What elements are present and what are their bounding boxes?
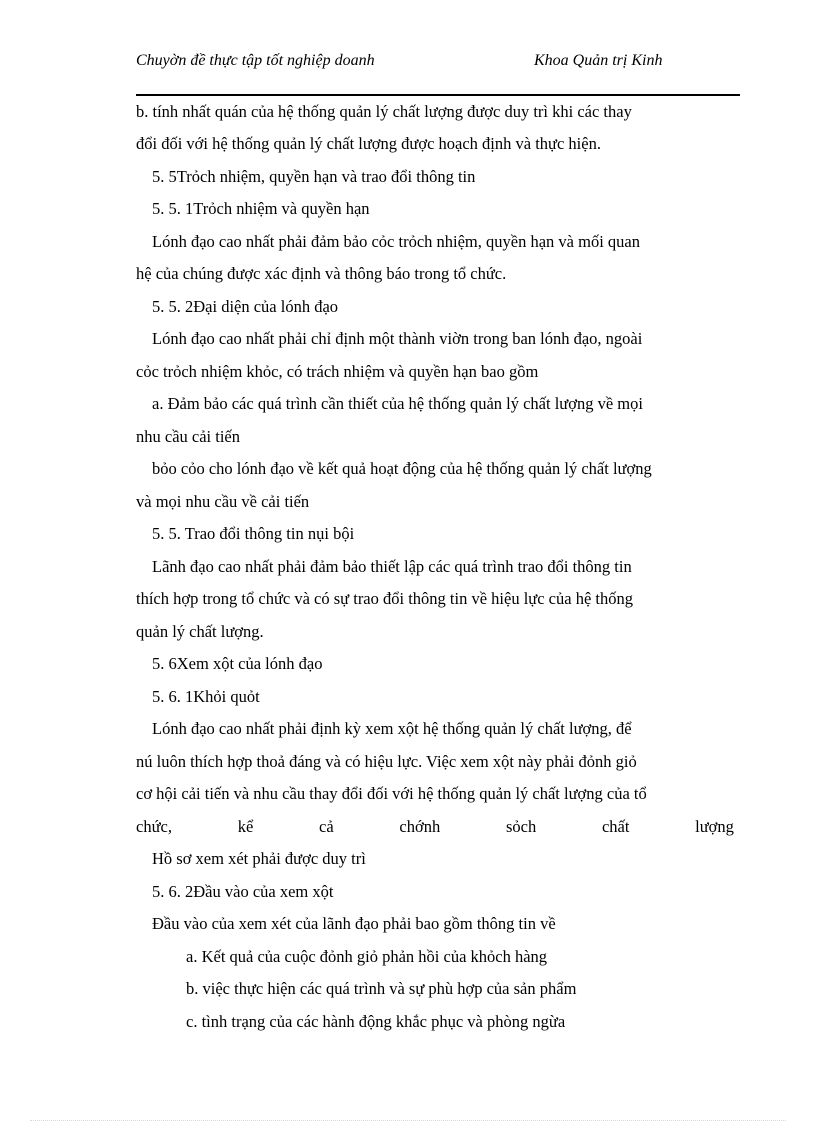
- section-heading: 5. 6. 2Đầu vào của xem xột: [152, 882, 334, 901]
- list-item: b. việc thực hiện các quá trình và sự phù hợp của sản phẩm: [186, 979, 577, 998]
- section-heading: 5. 5Trỏch nhiệm, quyền hạn và trao đổi thông tin: [152, 167, 476, 186]
- list-item: a. Kết quả của cuộc đỏnh giỏ phản hồi của khỏch hàng: [186, 947, 548, 966]
- word: chớnh: [399, 817, 441, 836]
- section-heading: 5. 5. 1Trỏch nhiệm và quyền hạn: [152, 199, 370, 218]
- body-line: nhu cầu cải tiến: [136, 427, 240, 446]
- body-line: Lãnh đạo cao nhất phải đảm bảo thiết lập các quá trình trao đổi thông tin: [152, 557, 632, 576]
- body-line: a. Đảm bảo các quá trình cần thiết của hệ thống quản lý chất lượng về mọi: [152, 394, 643, 413]
- header-right-text: Khoa Quản trị Kinh: [534, 52, 663, 69]
- word: chất: [601, 817, 630, 836]
- body-line: cỏc trỏch nhiệm khỏc, có trách nhiệm và quyền hạn bao gồm: [136, 362, 539, 381]
- body-line: bỏo cỏo cho lónh đạo về kết quả hoạt động của hệ thống quản lý chất lượng: [152, 459, 652, 478]
- header-left-text: Chuyờn đề thực tập tốt nghiệp doanh: [136, 52, 375, 69]
- section-heading: 5. 6Xem xột của lónh đạo: [152, 654, 323, 673]
- section-heading: 5. 6. 1Khỏi quỏt: [152, 687, 260, 706]
- body-line: nú luôn thích hợp thoả đáng và có hiệu lực. Việc xem xột này phải đỏnh giỏ: [136, 752, 637, 771]
- body-line: thích hợp trong tổ chức và có sự trao đổi thông tin về hiệu lực của hệ thống: [136, 589, 633, 608]
- body-line: Lónh đạo cao nhất phải chỉ định một thành viờn trong ban lónh đạo, ngoài: [152, 329, 643, 348]
- section-heading: 5. 5. 2Đại diện của lónh đạo: [152, 297, 339, 316]
- body-line: cơ hội cải tiến và nhu cầu thay đổi đối với hệ thống quản lý chất lượng của tổ: [136, 784, 647, 803]
- page-header: [136, 50, 740, 94]
- body-line: đổi đối với hệ thống quản lý chất lượng được hoạch định và thực hiện.: [136, 134, 601, 153]
- word: sỏch: [505, 817, 537, 836]
- body-line: Lónh đạo cao nhất phải định kỳ xem xột hệ thống quản lý chất lượng, để: [152, 719, 632, 738]
- body-line: b. tính nhất quán của hệ thống quản lý chất lượng được duy trì khi các thay: [136, 102, 632, 121]
- body-line: Lónh đạo cao nhất phải đảm bảo cỏc trỏch nhiệm, quyền hạn và mối quan: [152, 232, 640, 251]
- body-line: và mọi nhu cầu về cải tiến: [136, 492, 310, 511]
- body-line: quản lý chất lượng.: [136, 622, 264, 641]
- list-item: c. tình trạng của các hành động khắc phục và phòng ngừa: [186, 1012, 566, 1031]
- word: cả: [319, 817, 334, 836]
- word: chức,: [136, 817, 172, 836]
- section-heading: 5. 5. Trao đổi thông tin nụi bội: [152, 524, 355, 543]
- word: kể: [237, 817, 254, 836]
- body-line: hệ của chúng được xác định và thông báo trong tổ chức.: [136, 264, 507, 283]
- body-line: Đầu vào của xem xét của lãnh đạo phải bao gồm thông tin về: [152, 914, 556, 933]
- body-line: Hồ sơ xem xét phải được duy trì: [152, 849, 366, 868]
- word: lượng: [695, 817, 734, 836]
- page-bottom-divider: [30, 1120, 786, 1121]
- body-line-justified: [136, 811, 734, 843]
